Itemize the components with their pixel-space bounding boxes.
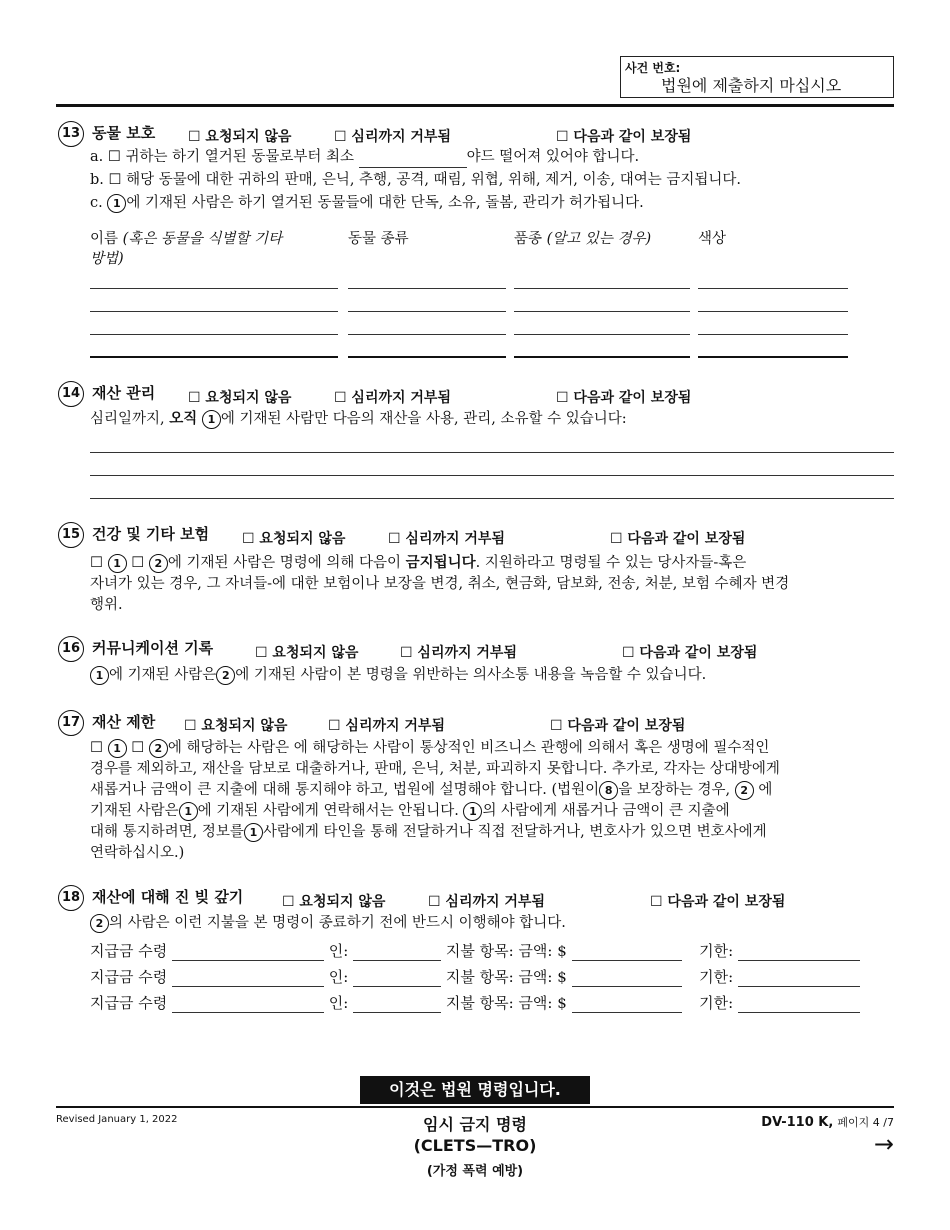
- s17-line6: 연락하십시오.): [90, 845, 185, 861]
- s17-line3b: 을 보장하는 경우,: [618, 782, 731, 798]
- animal-row-1-name[interactable]: [90, 288, 338, 289]
- col-breed-note: (알고 있는 경우): [546, 231, 652, 247]
- payee-input[interactable]: [172, 944, 324, 961]
- s15-text-bold: 금지됩니다: [405, 555, 476, 571]
- col-name-label: 이름: [90, 231, 119, 247]
- section-16-title: 커뮤니케이션 기록: [92, 639, 214, 657]
- amount-input[interactable]: [572, 970, 682, 987]
- section-16-number: 16: [58, 636, 84, 662]
- animal-row-4-name[interactable]: [90, 356, 338, 358]
- for-label: 인:: [328, 968, 349, 986]
- s15-text-post: . 지원하라고 명령될 수 있는 당사자들-혹은: [475, 555, 747, 571]
- section-18-not-requested[interactable]: ☐ 요청되지 않음: [282, 894, 386, 910]
- section-18-text: [90, 913, 566, 934]
- s15-line1: [90, 553, 910, 574]
- s17-checkbox-1[interactable]: ☐: [90, 740, 103, 756]
- property-line-1[interactable]: [90, 452, 894, 453]
- animal-row-2-breed[interactable]: [514, 311, 690, 312]
- property-line-2[interactable]: [90, 475, 894, 476]
- animal-row-1-type[interactable]: [348, 288, 506, 289]
- s16-text1: 에 기재된 사람은: [109, 667, 217, 683]
- animal-row-3-color[interactable]: [698, 334, 848, 335]
- s17-line4c: 의 사람에게 새롭거나 금액이 큰 지출에: [482, 803, 730, 819]
- due-input[interactable]: [738, 970, 860, 987]
- s17-line1-text: 에 해당하는 사람은 에 해당하는 사람이 통상적인 비즈니스 관행에 의해서 혹은 생명에 필수적인: [167, 740, 770, 756]
- for-input[interactable]: [353, 970, 441, 987]
- due-input[interactable]: [738, 944, 860, 961]
- section-14-granted[interactable]: ☐ 다음과 같이 보장됨: [556, 390, 692, 406]
- ref-1: 1: [463, 802, 482, 821]
- animal-row-1-breed[interactable]: [514, 288, 690, 289]
- animal-row-4-breed[interactable]: [514, 356, 690, 358]
- s17-line1: [90, 738, 920, 759]
- payee-input[interactable]: [172, 970, 324, 987]
- section-13-granted[interactable]: ☐ 다음과 같이 보장됨: [556, 129, 692, 145]
- ref-1: 1: [90, 666, 109, 685]
- s15-checkbox-1[interactable]: ☐: [90, 555, 103, 571]
- section-17-denied[interactable]: ☐ 심리까지 거부됨: [328, 718, 445, 734]
- section-18-title: 재산에 대해 진 빚 갚기: [92, 888, 244, 906]
- amount-label: 지불 항목: 금액: $: [445, 994, 567, 1012]
- section-14-number: 14: [58, 381, 84, 407]
- section-16-denied[interactable]: ☐ 심리까지 거부됨: [400, 645, 517, 661]
- section-16-text: [90, 665, 706, 686]
- section-15-title: 건강 및 기타 보험: [92, 525, 210, 543]
- s17-line5a: 대해 통지하려면, 정보를: [90, 824, 244, 840]
- section-18-number: 18: [58, 885, 84, 911]
- section-14-title: 재산 관리: [92, 384, 156, 402]
- section-17-number: 17: [58, 710, 84, 736]
- s15-checkbox-2[interactable]: ☐: [131, 555, 145, 571]
- animal-row-2-type[interactable]: [348, 311, 506, 312]
- payment-row: [90, 966, 860, 987]
- s17-line3a: 새롭거나 금액이 큰 지출에 대해 통지해야 하고, 법원에 설명해야 합니다. (법원이: [90, 782, 600, 798]
- ref-2: 2: [90, 914, 109, 933]
- section-16-not-requested[interactable]: ☐ 요청되지 않음: [255, 645, 359, 661]
- s17-line3: [90, 780, 920, 801]
- item-a-text[interactable]: ☐ 귀하는 하기 열거된 동물로부터 최소: [107, 149, 355, 165]
- section-15-number: 15: [58, 522, 84, 548]
- footer-title-3: (가정 폭력 예방): [426, 1164, 524, 1179]
- for-label: 인:: [328, 994, 349, 1012]
- ref-1: 1: [108, 554, 127, 573]
- footer-title-2: (CLETS—TRO): [413, 1136, 537, 1155]
- s18-text: 의 사람은 이런 지불을 본 명령이 종료하기 전에 반드시 이행해야 합니다.: [109, 915, 566, 931]
- for-label: 인:: [328, 942, 349, 960]
- case-number-box: [620, 56, 894, 98]
- s17-line5: [90, 822, 920, 843]
- section-15-not-requested[interactable]: ☐ 요청되지 않음: [242, 531, 346, 547]
- animal-row-2-name[interactable]: [90, 311, 338, 312]
- col-name-note: (혹은 동물을 식별할 기타: [122, 231, 283, 247]
- section-13-item-b: [90, 170, 741, 191]
- s14-text-pre: 심리일까지,: [90, 411, 165, 427]
- ref-2: 2: [149, 739, 168, 758]
- revised-date: Revised January 1, 2022: [56, 1114, 178, 1125]
- section-17-text: [90, 738, 920, 864]
- for-input[interactable]: [353, 944, 441, 961]
- payee-label: 지급금 수령: [90, 994, 168, 1012]
- section-15-text: [90, 553, 910, 616]
- ref-1: 1: [202, 410, 221, 429]
- page-number: 페이지 4 /7: [837, 1116, 894, 1129]
- section-13-number: 13: [58, 121, 84, 147]
- item-b-text[interactable]: ☐ 해당 동물에 대한 귀하의 판매, 은닉, 추행, 공격, 때림, 위협, 위해, 제거, 이송, 대여는 금지됩니다.: [108, 172, 741, 188]
- animal-row-2-color[interactable]: [698, 311, 848, 312]
- property-line-3[interactable]: [90, 498, 894, 499]
- payment-row: [90, 992, 860, 1013]
- amount-input[interactable]: [572, 944, 682, 961]
- ref-2: 2: [149, 554, 168, 573]
- col-breed-label: 품종: [514, 231, 543, 247]
- s14-text-post: 에 기재된 사람만 다음의 재산을 사용, 관리, 소유할 수 있습니다:: [220, 411, 627, 427]
- footer-title-1: 임시 금지 명령: [423, 1115, 527, 1134]
- animal-row-4-color[interactable]: [698, 356, 848, 358]
- due-label: 기한:: [699, 942, 734, 960]
- section-15-granted[interactable]: ☐ 다음과 같이 보장됨: [610, 531, 746, 547]
- s17-checkbox-2[interactable]: ☐: [131, 740, 145, 756]
- section-14-not-requested[interactable]: ☐ 요청되지 않음: [188, 390, 292, 406]
- section-13-item-a: [90, 147, 639, 168]
- section-13-title: 동물 보호: [92, 124, 156, 142]
- form-page-id: [761, 1114, 894, 1130]
- col-name-note2: 방법): [90, 251, 124, 267]
- ref-2: 2: [735, 781, 754, 800]
- col-header-type: 동물 종류: [348, 231, 409, 247]
- s17-line2: 경우를 제외하고, 재산을 담보로 대출하거나, 판매, 은닉, 처분, 파괴하지 못합니다. 추가로, 각자는 상대방에게: [90, 761, 780, 777]
- court-order-banner: 이것은 법원 명령입니다.: [360, 1076, 590, 1104]
- yards-input[interactable]: [359, 152, 467, 168]
- amount-input[interactable]: [572, 996, 682, 1013]
- payee-label: 지급금 수령: [90, 942, 168, 960]
- s17-line5b: 사람에게 타인을 통해 전달하거나 직접 전달하거나, 변호사가 있으면 변호사에게: [262, 824, 767, 840]
- col-header-breed: [514, 229, 651, 250]
- section-15-denied[interactable]: ☐ 심리까지 거부됨: [388, 531, 505, 547]
- form-id: DV-110 K,: [761, 1115, 834, 1130]
- animal-row-3-breed[interactable]: [514, 334, 690, 335]
- animal-row-1-color[interactable]: [698, 288, 848, 289]
- due-label: 기한:: [699, 968, 734, 986]
- for-input[interactable]: [353, 996, 441, 1013]
- section-18-granted[interactable]: ☐ 다음과 같이 보장됨: [650, 894, 786, 910]
- section-13-not-requested[interactable]: ☐ 요청되지 않음: [188, 129, 292, 145]
- col-header-name: [90, 229, 330, 269]
- top-rule: [56, 104, 894, 107]
- section-14-text: [90, 409, 627, 430]
- ref-1: 1: [107, 194, 126, 213]
- animal-row-4-type[interactable]: [348, 356, 506, 358]
- payment-row: [90, 940, 860, 961]
- case-number-label: 사건 번호:: [625, 61, 681, 75]
- due-label: 기한:: [699, 994, 734, 1012]
- amount-label: 지불 항목: 금액: $: [445, 968, 567, 986]
- payee-input[interactable]: [172, 996, 324, 1013]
- ref-8: 8: [599, 781, 618, 800]
- due-input[interactable]: [738, 996, 860, 1013]
- animal-row-3-type[interactable]: [348, 334, 506, 335]
- item-a-suffix: 야드 떨어져 있어야 합니다.: [466, 149, 640, 165]
- item-b-prefix: b.: [90, 172, 104, 188]
- s16-text2: 에 기재된 사람이 본 명령을 위반하는 의사소통 내용을 녹음할 수 있습니다.: [235, 667, 707, 683]
- amount-label: 지불 항목: 금액: $: [445, 942, 567, 960]
- bottom-rule: [56, 1106, 894, 1108]
- item-c-text: 에 기재된 사람은 하기 열거된 동물들에 대한 단독, 소유, 돌봄, 관리가 허가됩니다.: [126, 195, 644, 211]
- s15-line3: 행위.: [90, 597, 123, 613]
- s17-line4: [90, 801, 920, 822]
- s14-text-bold: 오직: [169, 411, 198, 427]
- s15-text-pre: 에 기재된 사람은 명령에 의해 다음이: [167, 555, 401, 571]
- section-16-granted[interactable]: ☐ 다음과 같이 보장됨: [622, 645, 758, 661]
- section-13-item-c: [90, 193, 644, 214]
- item-c-prefix: c.: [90, 195, 103, 211]
- section-17-title: 재산 제한: [92, 713, 156, 731]
- ref-1: 1: [244, 823, 263, 842]
- ref-1: 1: [108, 739, 127, 758]
- s17-line3c: 에: [758, 782, 773, 798]
- payee-label: 지급금 수령: [90, 968, 168, 986]
- animal-row-3-name[interactable]: [90, 334, 338, 335]
- ref-2: 2: [216, 666, 235, 685]
- s17-line4a: 기재된 사람은: [90, 803, 179, 819]
- col-header-color: 색상: [698, 231, 727, 247]
- ref-1: 1: [179, 802, 198, 821]
- s15-line2: 자녀가 있는 경우, 그 자녀들-에 대한 보험이나 보장을 변경, 취소, 현금화, 담보화, 전송, 처분, 보험 수혜자 변경: [90, 576, 790, 592]
- section-17-granted[interactable]: ☐ 다음과 같이 보장됨: [550, 718, 686, 734]
- section-18-denied[interactable]: ☐ 심리까지 거부됨: [428, 894, 545, 910]
- section-14-denied[interactable]: ☐ 심리까지 거부됨: [334, 390, 451, 406]
- section-13-denied[interactable]: ☐ 심리까지 거부됨: [334, 129, 451, 145]
- item-a-prefix: a.: [90, 149, 104, 165]
- next-page-arrow-icon[interactable]: →: [873, 1130, 894, 1158]
- s17-line4b: 에 기재된 사람에게 연락해서는 안됩니다.: [197, 803, 459, 819]
- section-17-not-requested[interactable]: ☐ 요청되지 않음: [184, 718, 288, 734]
- case-number-value: 법원에 제출하지 마십시오: [661, 76, 842, 95]
